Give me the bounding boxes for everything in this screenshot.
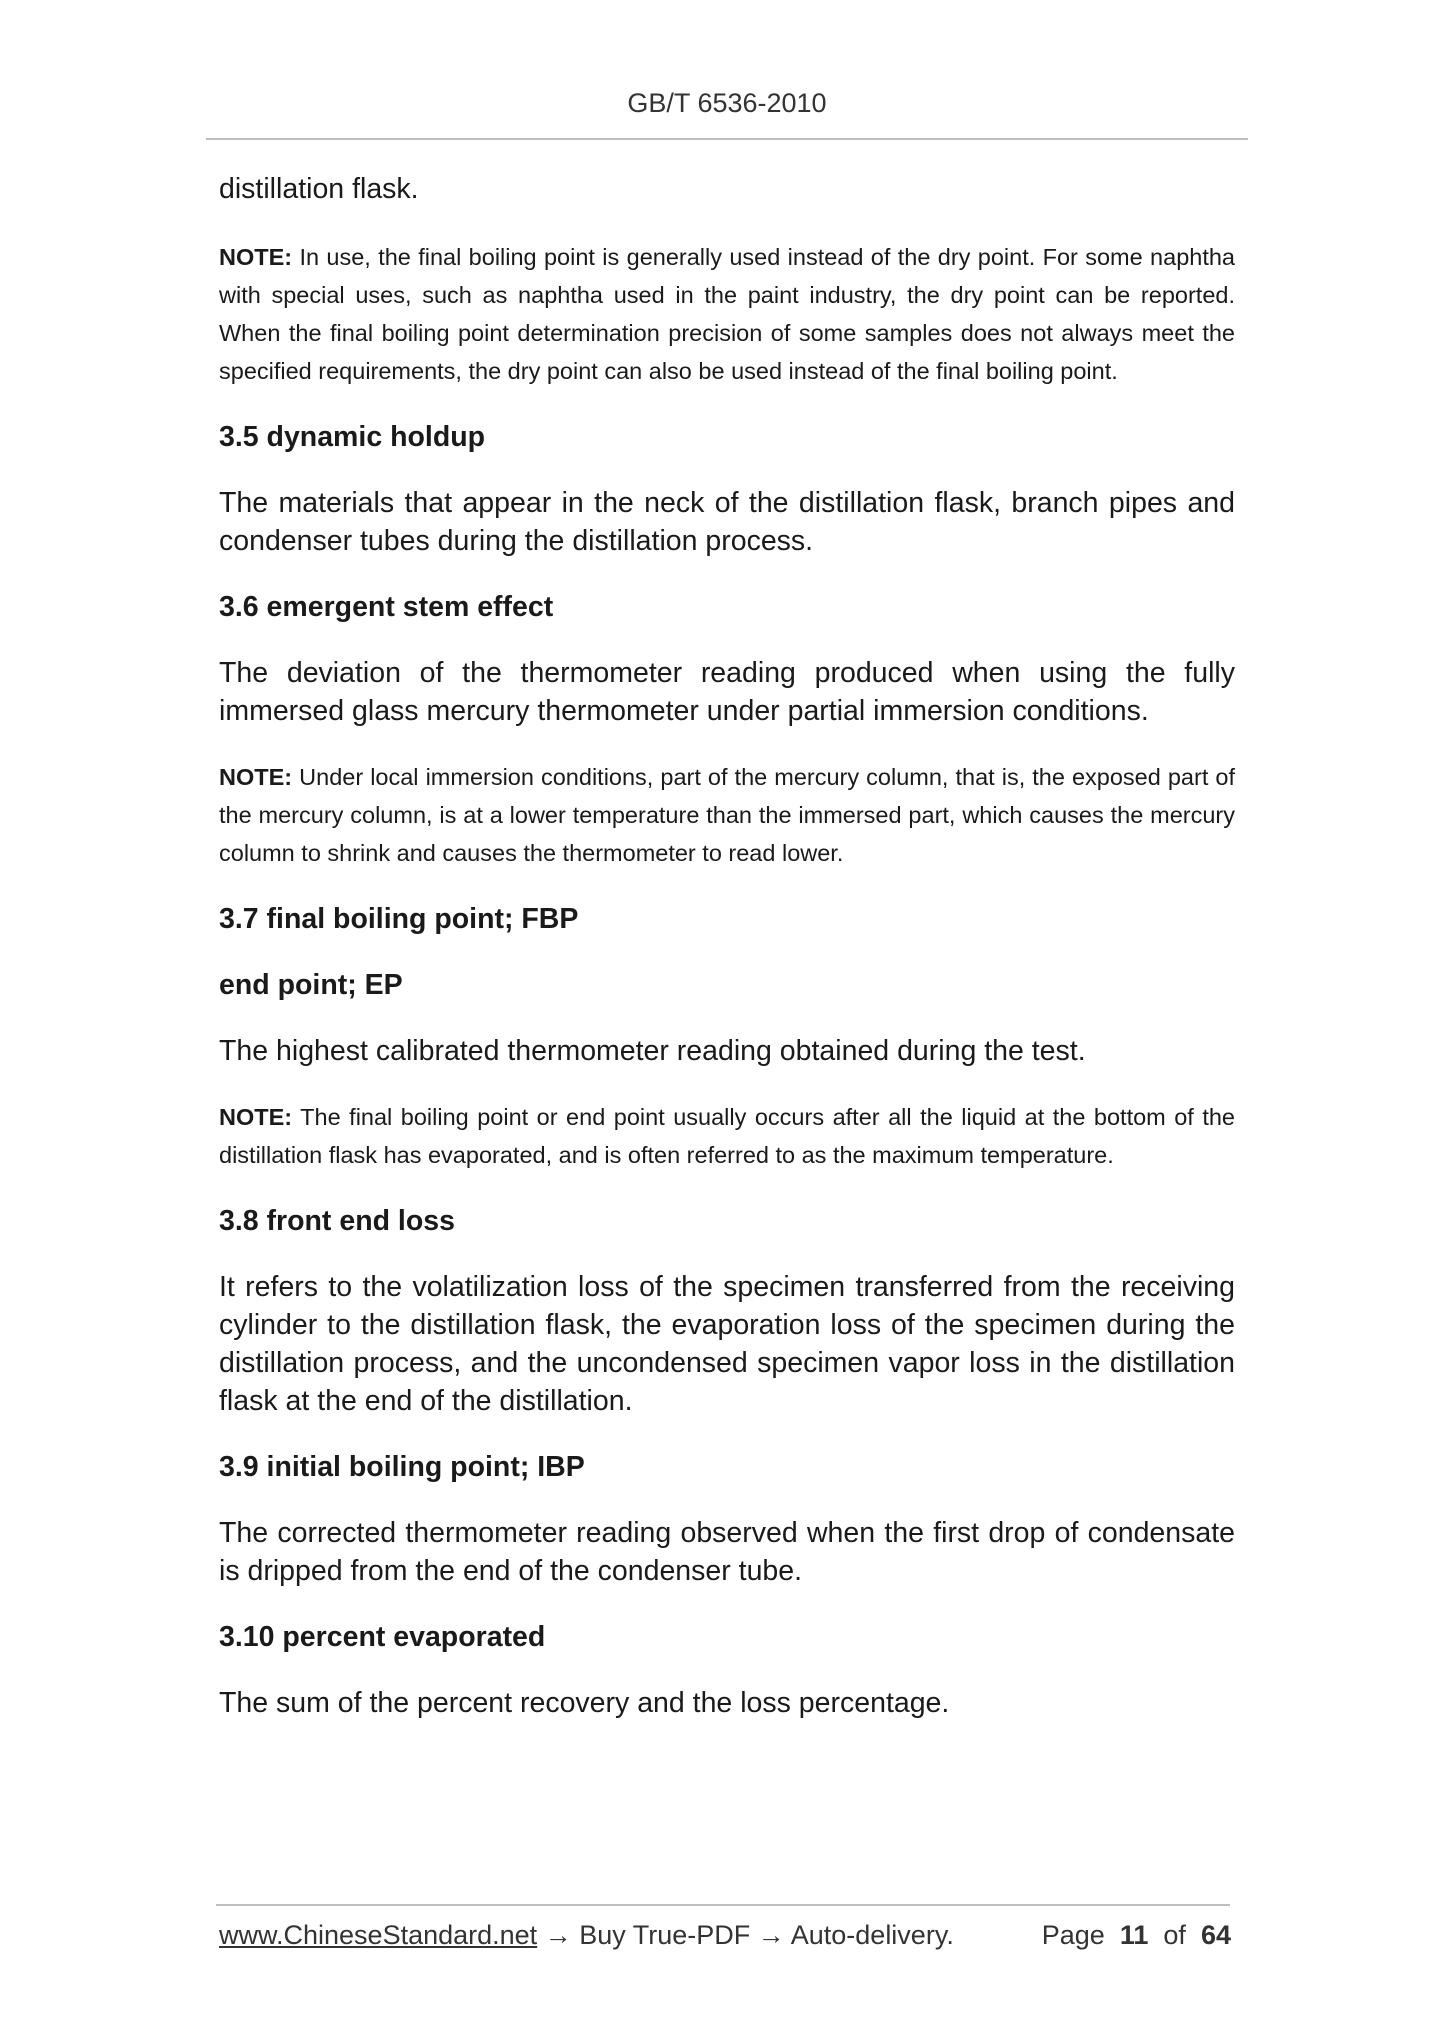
section-heading-3-6: 3.6 emergent stem effect [219, 591, 554, 623]
note-text: The final boiling point or end point usually occurs after all the liquid at the bottom of the distillation flask has evaporated, and is often referred to as the maximum temperature. [219, 1104, 1235, 1168]
page-word: Page [1041, 1920, 1105, 1950]
definition-3-10: The sum of the percent recovery and the loss percentage. [219, 1687, 950, 1719]
note-label: NOTE: [219, 1104, 293, 1130]
page-indicator [1042, 1920, 1231, 1951]
section-heading-3-5: 3.5 dynamic holdup [219, 421, 486, 453]
total-pages-number: 64 [1200, 1920, 1231, 1950]
section-heading-3-7: 3.7 final boiling point; FBP [219, 903, 579, 935]
page-header: GB/T 6536-2010 [627, 88, 827, 118]
note-immersion [219, 758, 1235, 872]
definition-3-6: The deviation of the thermometer reading produced when using the fully immersed glass mercury thermometer under partial immersion conditions. [219, 657, 1235, 727]
section-heading-3-7-alt: end point; EP [219, 969, 403, 1001]
definition-3-9: The corrected thermometer reading observed when the first drop of condensate is dripped from the end of the condenser tube. [219, 1517, 1235, 1587]
note-label: NOTE: [219, 764, 293, 790]
paragraph-continuation: distillation flask. [219, 173, 419, 205]
definition-3-7: The highest calibrated thermometer reading obtained during the test. [219, 1035, 1086, 1067]
note-text: Under local immersion conditions, part of the mercury column, that is, the exposed part of the mercury column, is at a lower temperature than the immersed part, which causes the mercury column to shrink and causes the thermometer to read lower. [219, 764, 1235, 866]
note-dry-point [219, 238, 1235, 390]
footer-tagline: → Buy True-PDF → Auto-delivery. [537, 1920, 954, 1950]
note-text: In use, the final boiling point is generally used instead of the dry point. For some naphtha with special uses, such as naphtha used in the paint industry, the dry point can be reported. When the final boiling point determination precision of some samples does not always meet the specified requirements, the dry point can also be used instead of the final boiling point. [219, 244, 1235, 384]
current-page-number: 11 [1119, 1920, 1149, 1950]
page-footer [219, 1920, 1231, 1951]
definition-3-5: The materials that appear in the neck of the distillation flask, branch pipes and condenser tubes during the distillation process. [219, 487, 1235, 557]
page-content [219, 170, 1235, 1722]
note-end-point [219, 1098, 1235, 1174]
header-divider [206, 138, 1248, 140]
website-link[interactable]: www.ChineseStandard.net [219, 1920, 538, 1950]
footer-divider [216, 1904, 1230, 1906]
note-label: NOTE: [219, 244, 293, 270]
definition-3-8: It refers to the volatilization loss of the specimen transferred from the receiving cylinder to the distillation flask, the evaporation loss of the specimen during the distillation process, and the uncondensed specimen vapor loss in the distillation flask at the end of the distillation. [219, 1271, 1235, 1417]
of-word: of [1163, 1920, 1186, 1950]
section-heading-3-10: 3.10 percent evaporated [219, 1621, 546, 1653]
section-heading-3-9: 3.9 initial boiling point; IBP [219, 1451, 585, 1483]
section-heading-3-8: 3.8 front end loss [219, 1205, 455, 1237]
